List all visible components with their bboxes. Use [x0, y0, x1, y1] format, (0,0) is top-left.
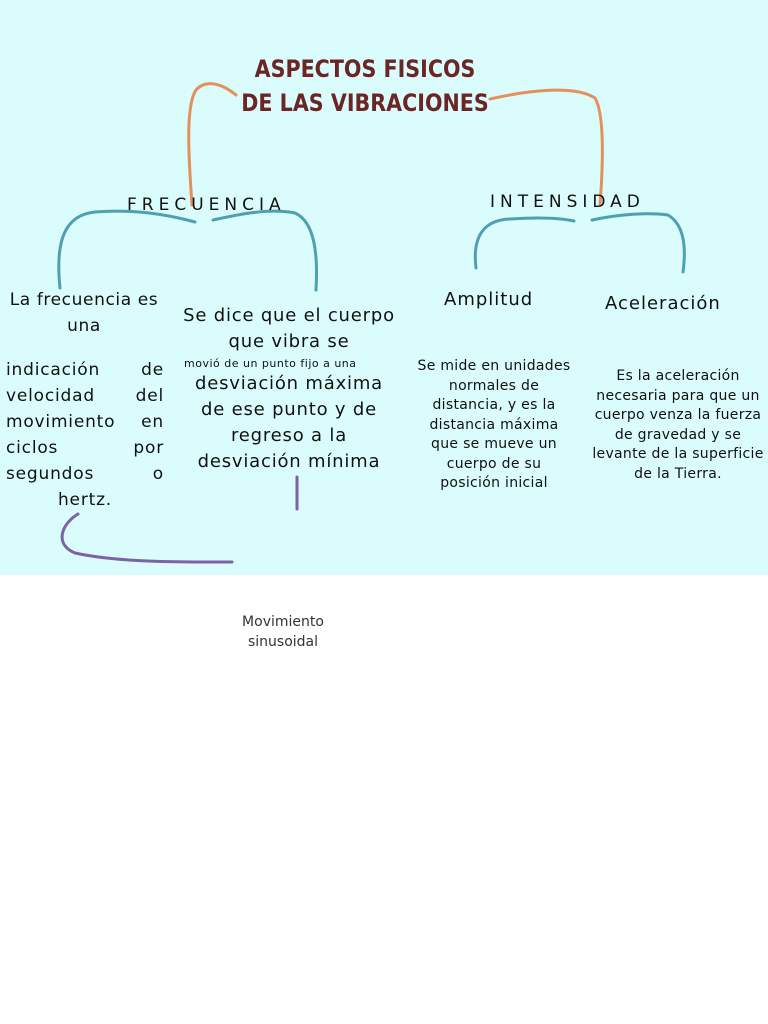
- node-movimiento-sinusoidal: Movimiento sinusoidal: [242, 614, 324, 650]
- vibra-definition-intro: Se dice que el cuerpo que vibra se: [183, 305, 395, 352]
- title-line-1: ASPECTOS FISICOS: [254, 55, 476, 83]
- title-line-2: DE LAS VIBRACIONES: [241, 89, 489, 117]
- node-aceleracion: Aceleración: [605, 293, 721, 314]
- frecuencia-left-bracket: [59, 211, 195, 288]
- title-to-intensidad-connector: [490, 90, 602, 205]
- frecuencia-definition-body: indicación de velocidad del movimiento en ciclos por segundos o hertz.: [6, 360, 164, 510]
- frecuencia-right-bracket: [213, 211, 317, 290]
- diagram-title: [227, 52, 502, 120]
- category-frecuencia: FRECUENCIA: [127, 195, 286, 215]
- intensidad-left-bracket: [475, 218, 574, 268]
- vibra-definition-body: desviación máxima de ese punto y de regreso a la desviación mínima: [195, 373, 383, 472]
- frecuencia-definition-intro: La frecuencia es una: [9, 290, 159, 336]
- node-amplitud: Amplitud: [444, 289, 534, 310]
- category-intensidad: INTENSIDAD: [490, 192, 645, 212]
- intensidad-right-bracket: [592, 214, 684, 272]
- amplitud-definition: Se mide en unidades normales de distancia, y es la distancia máxima que se mueve un cuerpo de su posición inicial: [417, 358, 571, 491]
- vibra-definition-small: movió de un punto fijo a una: [184, 357, 357, 370]
- aceleracion-definition: Es la aceleración necesaria para que un cuerpo venza la fuerza de gravedad y se levante de la superficie de la Tierra.: [592, 368, 764, 482]
- frecuencia-to-sinusoidal-connector: [62, 514, 232, 562]
